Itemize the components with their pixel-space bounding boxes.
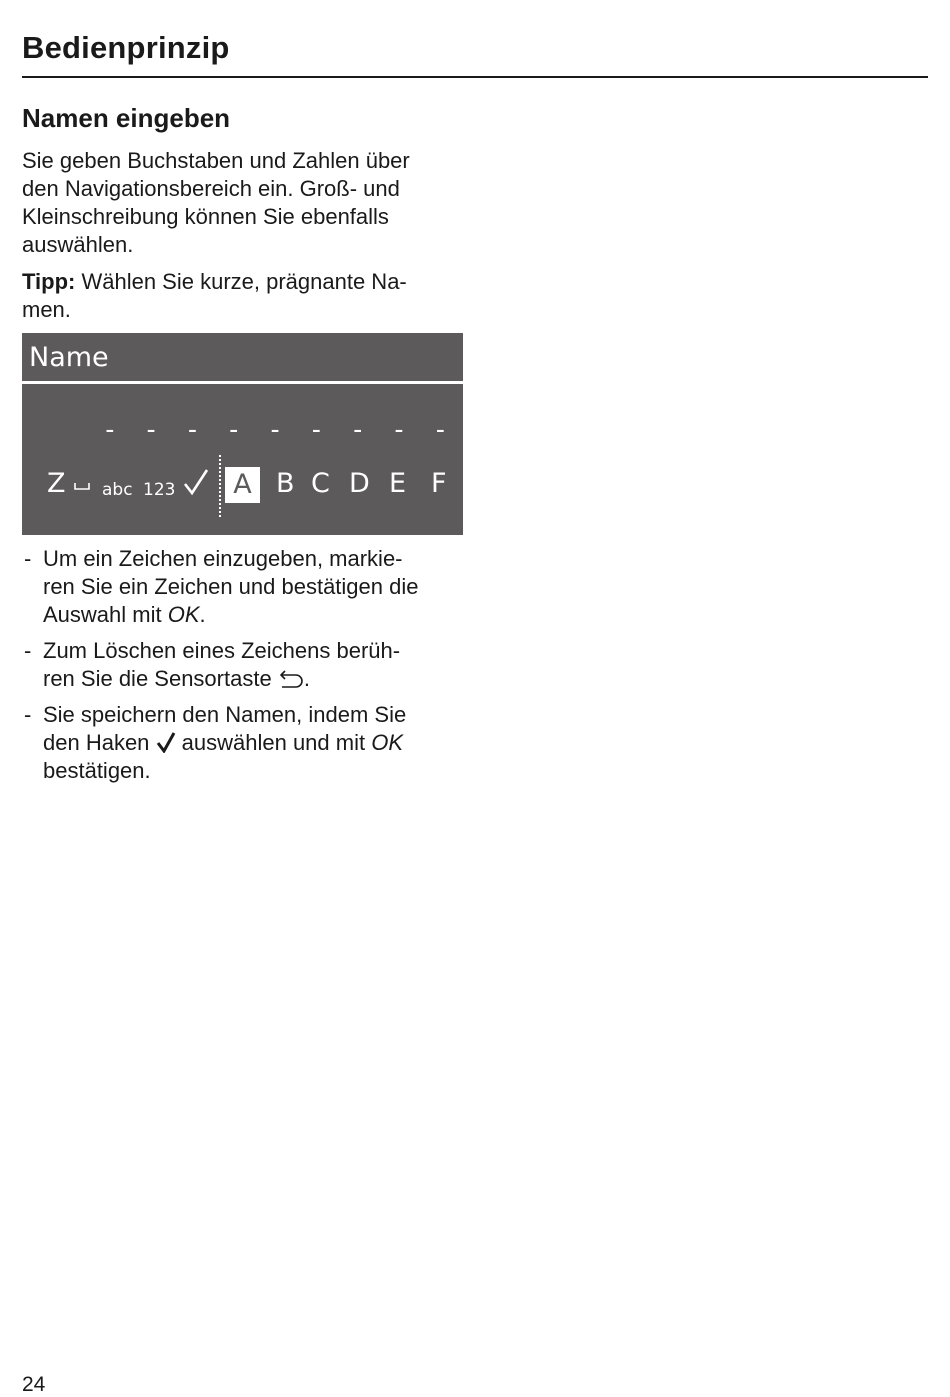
check-icon[interactable]: [182, 467, 210, 497]
intro-line: auswählen.: [22, 232, 134, 257]
space-icon[interactable]: [74, 481, 90, 491]
list-line: ren Sie ein Zeichen und bestätigen die: [43, 574, 419, 599]
list-line: .: [303, 666, 310, 691]
list-line: Um ein Zeichen einzugeben, markie-: [43, 546, 403, 571]
list-dash: -: [24, 546, 32, 571]
ok-text: OK: [371, 730, 403, 755]
ok-text: OK: [167, 602, 200, 627]
list-line: Zum Löschen eines Zeichens berüh-: [43, 638, 401, 663]
key-a-selected[interactable]: A: [225, 467, 260, 503]
list-dash: -: [24, 638, 32, 663]
page-number: 24: [22, 1373, 46, 1396]
display-title: Name: [29, 342, 109, 373]
intro-line: Sie geben Buchstaben und Zahlen über: [22, 148, 410, 173]
instruction-list: [22, 545, 462, 793]
list-item: [22, 701, 462, 785]
back-arrow-icon: [278, 669, 304, 689]
check-icon: [156, 731, 176, 753]
name-placeholder: - - - - - - - - - -: [102, 415, 495, 445]
section-heading: Namen eingeben: [22, 103, 231, 133]
name-entry-display: [22, 333, 495, 535]
list-line: .: [199, 602, 206, 627]
list-line: den Haken: [43, 730, 156, 755]
display-header: [22, 333, 463, 381]
intro-paragraph: [22, 147, 462, 259]
list-dash: -: [24, 702, 32, 727]
page-title: Bedienprinzip: [22, 30, 230, 65]
tip-label: Tipp:: [22, 269, 76, 294]
key-c[interactable]: C: [311, 468, 330, 499]
intro-line: Kleinschreibung können Sie ebenfalls: [22, 204, 389, 229]
key-b[interactable]: B: [276, 468, 295, 499]
key-d[interactable]: D: [349, 468, 370, 499]
key-f[interactable]: F: [431, 468, 447, 499]
key-123[interactable]: 123: [143, 480, 176, 500]
list-line: ren Sie die Sensortaste: [43, 666, 278, 691]
list-line: bestätigen.: [43, 758, 151, 783]
key-z[interactable]: Z: [47, 468, 66, 499]
key-e[interactable]: E: [389, 468, 407, 499]
list-line: Auswahl mit: [43, 602, 168, 627]
key-abc[interactable]: abc: [102, 480, 133, 500]
tip-text-cont: men.: [22, 297, 71, 322]
display-divider: [22, 381, 463, 384]
key-separator: [219, 455, 221, 517]
tip-paragraph: [22, 268, 462, 324]
list-item: [22, 637, 462, 693]
list-line: Sie speichern den Namen, indem Sie: [43, 702, 407, 727]
tip-text: Wählen Sie kurze, prägnante Na-: [75, 269, 407, 294]
title-divider: [22, 76, 928, 78]
list-item: [22, 545, 462, 629]
intro-line: den Navigationsbereich ein. Groß- und: [22, 176, 400, 201]
list-line: auswählen und mit: [175, 730, 372, 755]
